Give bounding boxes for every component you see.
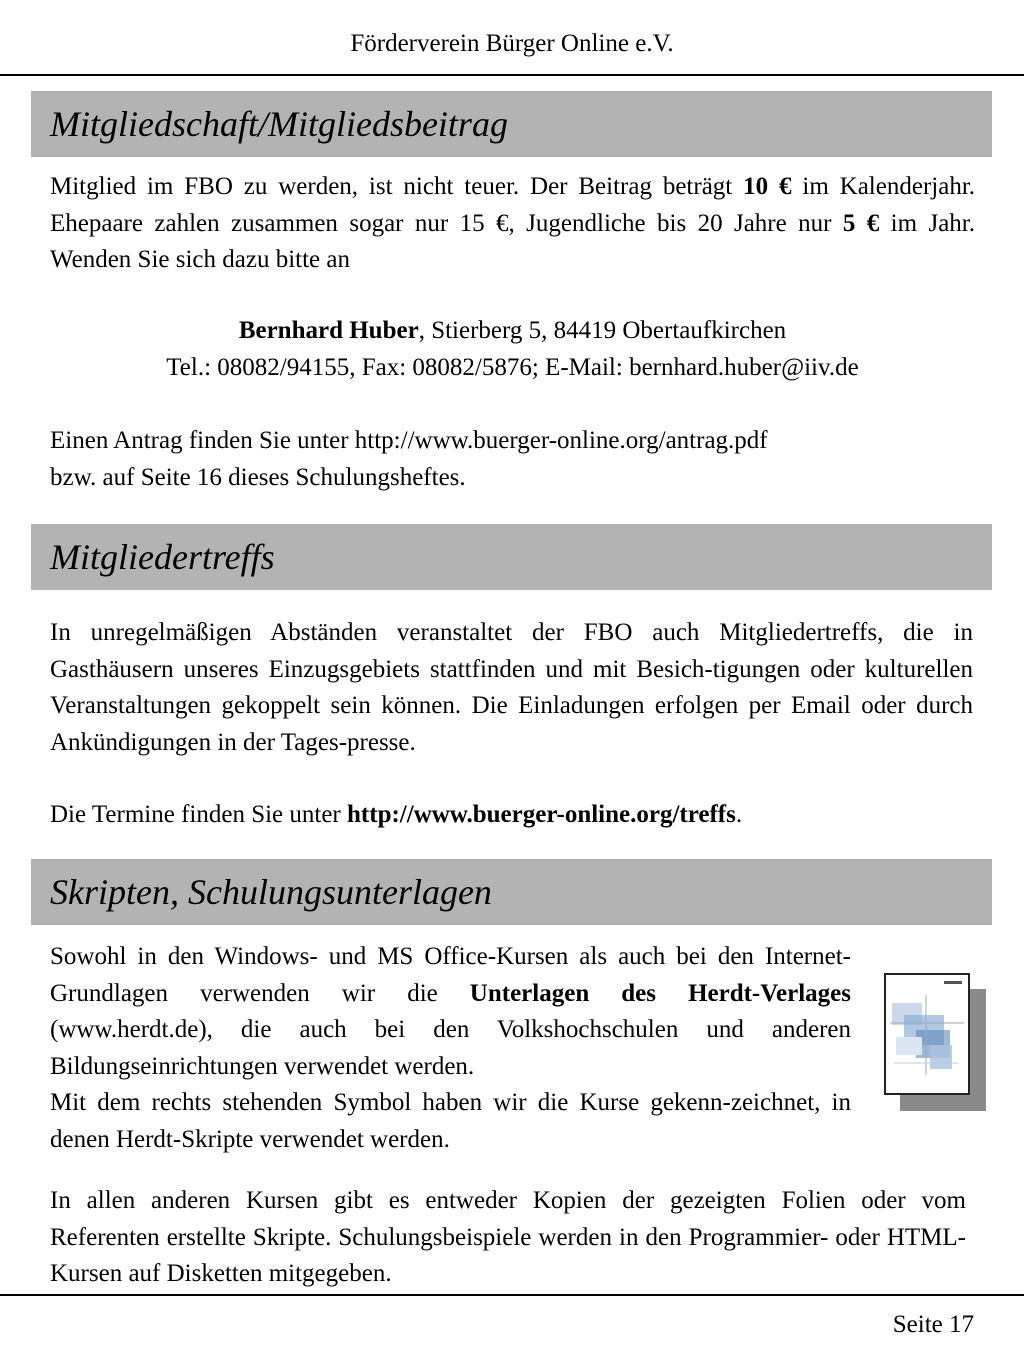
footer-rule bbox=[0, 1294, 1024, 1296]
application-line-2: bzw. auf Seite 16 dieses Schulungsheftes. bbox=[50, 463, 466, 491]
contact-name: Bernhard Huber bbox=[238, 317, 419, 344]
fee-amount-youth: 5 € bbox=[842, 209, 880, 237]
fee-text-3: im Jahr. Wenden Sie sich dazu bitte an bbox=[50, 209, 975, 273]
materials-text-2: (www.herdt.de), die auch bei den Volkshochschulen und anderen Bildungseinrichtungen verwendet werden. bbox=[50, 1016, 851, 1080]
meetings-link-paragraph bbox=[50, 797, 973, 834]
fee-text-2: im Kalenderjahr. Ehepaare zahlen zusammen sogar nur 15 €, Jugendliche bis 20 Jahre nur bbox=[50, 173, 976, 237]
application-paragraph bbox=[50, 423, 990, 496]
meetings-paragraph: In unregelmäßigen Abständen veranstaltet der FBO auch Mitgliedertreffs, die in Gasthäusern unseres Einzugsgebiets stattfinden und mit Besich-tigungen oder kulturellen Veranstaltungen gekoppelt sein können. Die Einladungen erfolgen per Email oder durch Ankündigungen in der Tages-presse. bbox=[50, 619, 973, 756]
section-heading-membership: Mitgliedschaft/Mitgliedsbeitrag bbox=[31, 91, 992, 157]
header-rule bbox=[0, 74, 1024, 76]
herdt-book-cover-icon bbox=[884, 973, 986, 1111]
membership-fee-paragraph bbox=[50, 169, 975, 279]
other-courses-paragraph: In allen anderen Kursen gibt es entweder Kopien der gezeigten Folien oder vom Referenten erstellte Skripte. Schulungsbeispiele werden in den Programmier- oder HTML-Kursen auf Disketten mitgegeben. bbox=[50, 1187, 966, 1287]
meetings-link-end: . bbox=[735, 801, 743, 828]
symbol-paragraph: Mit dem rechts stehenden Symbol haben wir die Kurse gekenn-zeichnet, in denen Herdt-Skripte verwendet werden. bbox=[50, 1089, 851, 1153]
materials-publisher: Unterlagen des Herdt-Verlages bbox=[469, 979, 851, 1007]
contact-block bbox=[40, 313, 985, 386]
page-number: Seite 17 bbox=[892, 1311, 974, 1338]
meetings-link-text: Die Termine finden Sie unter bbox=[50, 801, 348, 828]
section-heading-meetings: Mitgliedertreffs bbox=[31, 524, 992, 590]
materials-paragraph bbox=[50, 939, 851, 1085]
contact-phone-line: Tel.: 08082/94155, Fax: 08082/5876; E-Mail: bernhard.huber@iiv.de bbox=[166, 353, 859, 381]
materials-text-1: Sowohl in den Windows- und MS Office-Kursen als auch bei den Internet-Grundlagen verwenden wir die bbox=[50, 943, 851, 1007]
application-line-1: Einen Antrag finden Sie unter http://www.buerger-online.org/antrag.pdf bbox=[50, 427, 768, 454]
section-heading-materials: Skripten, Schulungsunterlagen bbox=[31, 859, 992, 925]
page-header-title: Förderverein Bürger Online e.V. bbox=[350, 30, 674, 57]
fee-text-1: Mitglied im FBO zu werden, ist nicht teuer. Der Beitrag beträgt bbox=[50, 173, 744, 200]
contact-address: , Stierberg 5, 84419 Obertaufkirchen bbox=[418, 317, 787, 344]
fee-amount-adult: 10 € bbox=[743, 173, 792, 200]
meetings-link[interactable]: http://www.buerger-online.org/treffs bbox=[347, 801, 736, 828]
